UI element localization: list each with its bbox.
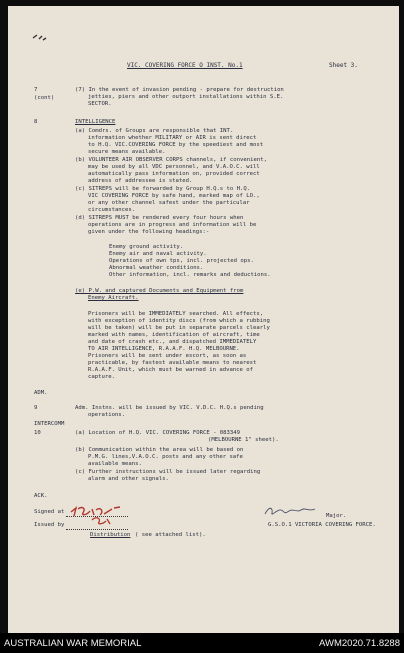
signatory-org: G.S.O.1 VICTORIA COVERING FORCE. — [268, 522, 376, 528]
s8-b-line-2: may be used by all VDC personnel, and V.A.O.C. will — [88, 164, 260, 170]
adm-line-1: Adm. Instns. will be issued by VIC. V.D.C. H.Q.s pending — [75, 405, 264, 411]
prisoners-line-1: Prisoners will be IMMEDIATELY searched. All effects, — [88, 311, 264, 317]
section-7-line-2: jetties, piers and other outport installations within S.E. — [88, 94, 284, 100]
section-9-number: 9 — [34, 405, 38, 411]
intercomm-label: INTERCOMM — [34, 421, 65, 427]
s8-a-line-1: (a) Comdrs. of Groups are responsible that INT. — [75, 128, 234, 134]
signed-at-label: Signed at — [34, 509, 65, 515]
sitrep-heading-1: Enemy ground activity. — [109, 244, 184, 250]
section-7-line-3: SECTOR. — [88, 101, 112, 107]
s8-d-line-2: operations are in progress and information will be — [88, 222, 257, 228]
prisoners-line-7: Prisoners will be sent under escort, as soon as — [88, 353, 247, 359]
archive-footer — [0, 633, 404, 653]
ack-label: ACK. — [34, 493, 48, 499]
prisoners-line-9: R.A.A.F. Unit, which must be warned in advance of — [88, 367, 254, 373]
sitrep-heading-3: Operations of own tps, incl. projected ops. — [109, 258, 254, 264]
prisoners-line-4: marked with names, identification of aircraft, time — [88, 332, 260, 338]
prisoners-line-3: will be taken) will be put in separate parcels clearly — [88, 325, 270, 331]
prisoners-line-5: and date of crash etc., and dispatched IMMEDIATELY — [88, 339, 257, 345]
adm-line-2: operations. — [88, 412, 126, 418]
distribution-label: Distribution — [90, 532, 131, 538]
footer-institution: AUSTRALIAN WAR MEMORIAL — [4, 638, 142, 649]
distribution-note: ( see attached list). — [135, 532, 206, 538]
intercomm-a-line-2: (MELBOURNE 1" sheet). — [208, 437, 279, 443]
s8-c-line-3: or any other channel safest under the particular — [88, 200, 250, 206]
issued-by-label: Issued by — [34, 522, 65, 528]
s8-c-line-1: (c) SITREPS will be forwarded by Group H.Q.s to H.Q. — [75, 186, 251, 192]
intercomm-b-line-2: P.M.G. lines,V.A.O.C. posts and any other safe — [88, 454, 243, 460]
prisoners-line-8: practicable, by fastest available means to nearest — [88, 360, 257, 366]
s8-e-line-2: Enemy Aircraft. — [88, 295, 139, 301]
section-7-number: 7 — [34, 87, 38, 93]
document-page — [8, 6, 399, 633]
s8-a-line-2: information whether MILITARY or AIR is sent direct — [88, 135, 257, 141]
prisoners-line-2: with exception of identity discs (from which a rubbing — [88, 318, 270, 324]
s8-c-line-2: VIC COVERING FORCE by safe hand, marked map of LO., — [88, 193, 260, 199]
sitrep-heading-4: Abnormal weather conditions. — [109, 265, 204, 271]
s8-d-line-3: given under the following headings:- — [88, 229, 210, 235]
s8-b-line-4: address of addressee is stated. — [88, 178, 193, 184]
sitrep-heading-5: Other information, incl. remarks and deductions. — [109, 272, 271, 278]
section-7-cont: (cont) — [34, 95, 55, 101]
s8-e-line-1: (e) P.W. and captured Documents and Equipment from — [75, 288, 244, 294]
adm-label: ADM. — [34, 390, 48, 396]
intercomm-c-line-1: (c) Further instructions will be issued later regarding — [75, 469, 261, 475]
issued-by-line — [66, 529, 128, 530]
section-7-line-1: (7) In the event of invasion pending - prepare for destruction — [75, 87, 284, 93]
intercomm-a-line-1: (a) Location of H.Q. VIC. COVERING FORCE - 083349 — [75, 430, 241, 436]
s8-a-line-4: secure means available. — [88, 149, 166, 155]
officer-signature — [263, 504, 323, 518]
s8-a-line-3: to H.Q. VIC.COVERING FORCE by the speediest and most — [88, 142, 264, 148]
intercomm-c-line-2: alarm and other signals. — [88, 476, 169, 482]
staple-mark — [32, 32, 48, 42]
prisoners-line-10: capture. — [88, 374, 115, 380]
handwritten-annotation — [68, 500, 130, 528]
s8-d-line-1: (d) SITREPS MUST be rendered every four hours when — [75, 215, 244, 221]
footer-accession: AWM2020.71.8288 — [319, 638, 400, 649]
document-title: VIC. COVERING FORCE O INST. No.1 — [127, 62, 243, 69]
sitrep-heading-2: Enemy air and naval activity. — [109, 251, 207, 257]
s8-b-line-3: automatically pass information on, provided correct — [88, 171, 260, 177]
section-8-number: 8 — [34, 119, 38, 125]
intercomm-b-line-3: available means. — [88, 461, 142, 467]
section-8-heading: INTELLIGENCE — [75, 119, 116, 125]
signatory-rank: Major. — [326, 513, 347, 519]
intercomm-b-line-1: (b) Communication within the area will be based on — [75, 447, 244, 453]
prisoners-line-6: TO AIR INTELLIGENCE, R.A.A.F. H.Q. MELBOURNE. — [88, 346, 240, 352]
s8-c-line-4: circumstances. — [88, 207, 136, 213]
s8-b-line-1: (b) VOLUNTEER AIR OBSERVER CORPS channels, if convenient, — [75, 157, 267, 163]
section-10-number: 10 — [34, 430, 41, 436]
sheet-number: Sheet 3. — [329, 62, 358, 69]
